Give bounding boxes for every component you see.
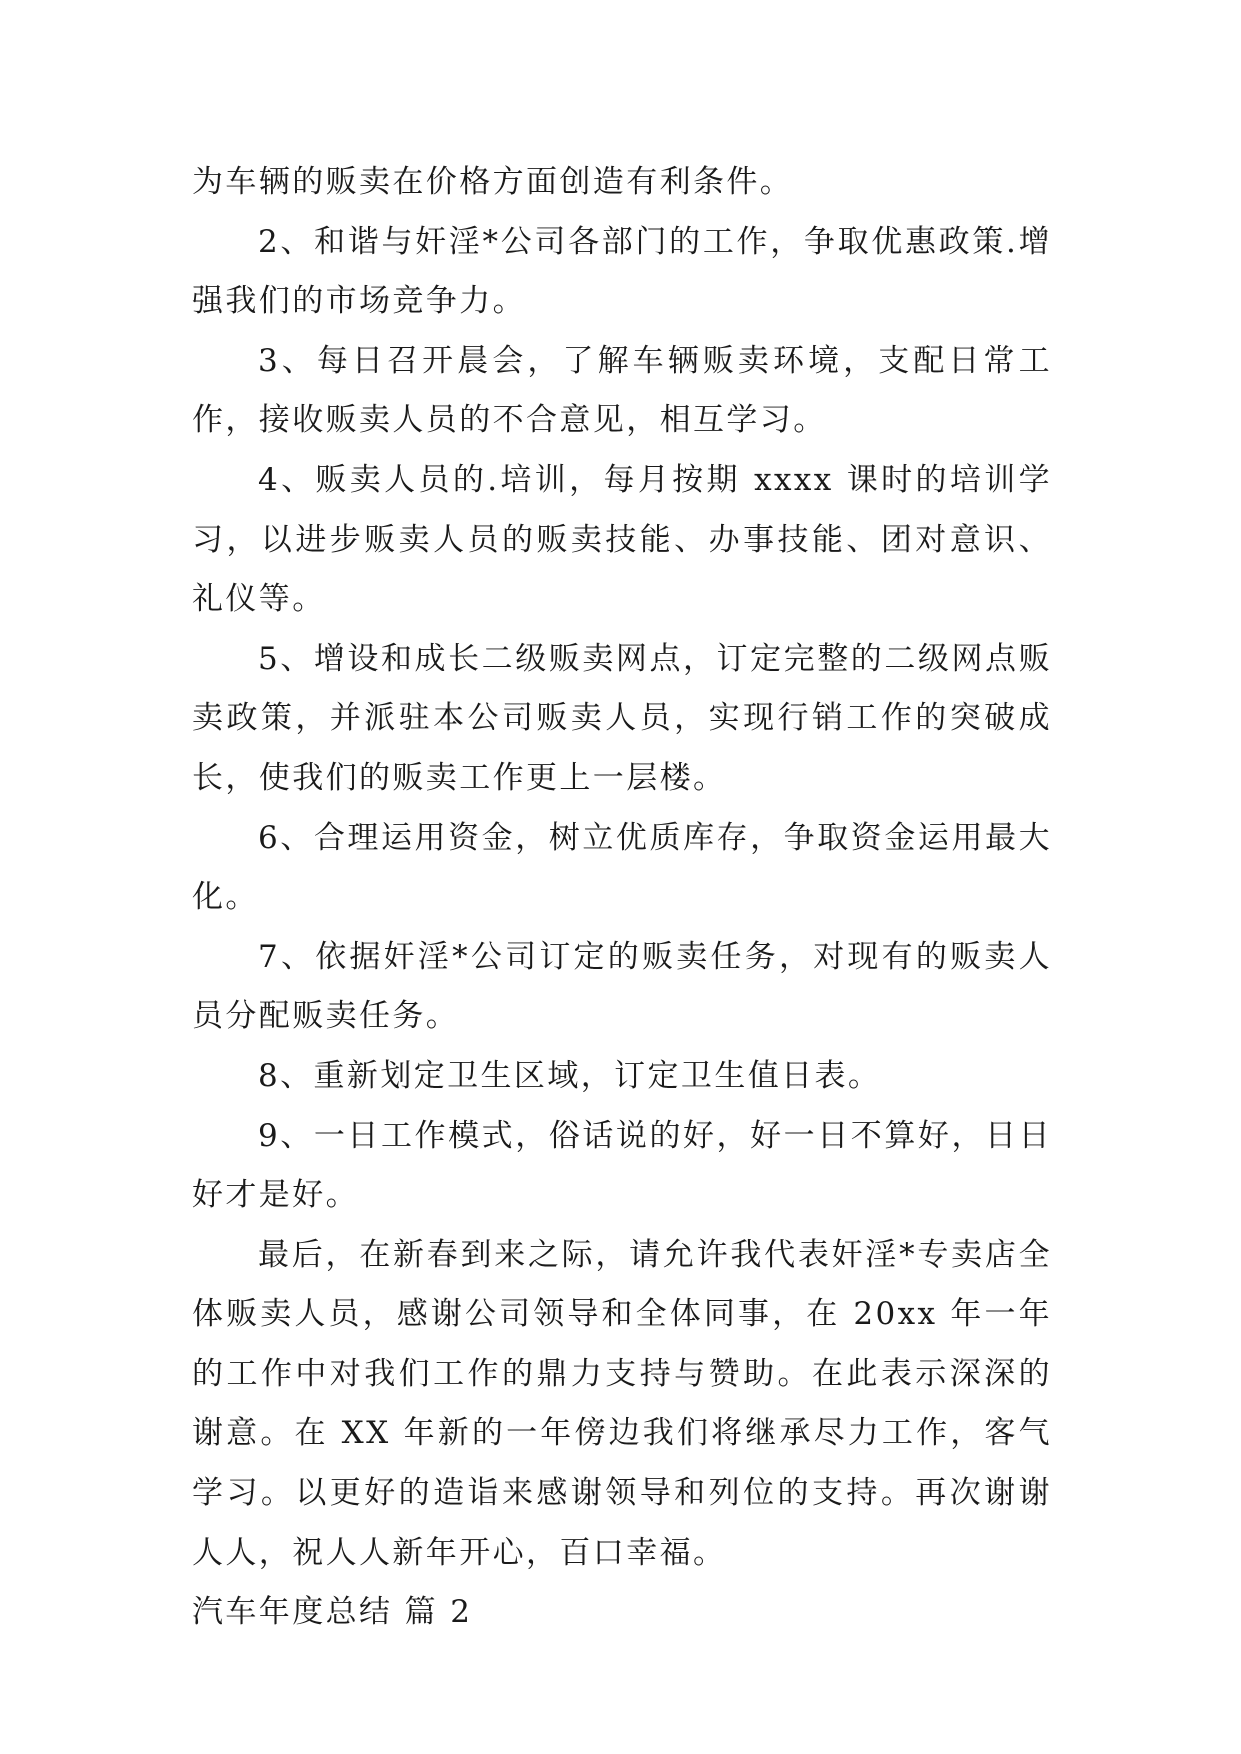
paragraph-item-2: 2、和谐与奸淫*公司各部门的工作，争取优惠政策.增强我们的市场竞争力。 xyxy=(192,223,1052,320)
paragraph-continuation: 为车辆的贩卖在价格方面创造有利条件。 xyxy=(192,164,794,200)
document-body xyxy=(192,153,1052,1643)
paragraph-item-6: 6、合理运用资金，树立优质库存，争取资金运用最大化。 xyxy=(192,819,1052,916)
section-heading: 汽车年度总结 篇 2 xyxy=(192,1594,473,1631)
paragraph-closing: 最后，在新春到来之际，请允许我代表奸淫*专卖店全体贩卖人员，感谢公司领导和全体同事，在 20xx 年一年的工作中对我们工作的鼎力支持与赞助。在此表示深深的谢意。在 XX 年新的一年傍边我们将继承尽力工作，客气学习。以更好的造诣来感谢领导和列位的支持。再次谢谢人人，祝人人新年开心，百口幸福。 xyxy=(192,1236,1052,1571)
paragraph-item-8: 8、重新划定卫生区域，订定卫生值日表。 xyxy=(258,1057,882,1094)
paragraph-item-4: 4、贩卖人员的.培训，每月按期 xxxx 课时的培训学习，以进步贩卖人员的贩卖技能、办事技能、团对意识、礼仪等。 xyxy=(192,461,1052,618)
paragraph-item-7: 7、依据奸淫*公司订定的贩卖任务，对现有的贩卖人员分配贩卖任务。 xyxy=(192,938,1052,1035)
paragraph-item-3: 3、每日召开晨会，了解车辆贩卖环境，支配日常工作，接收贩卖人员的不合意见，相互学习。 xyxy=(192,342,1052,439)
paragraph-item-9: 9、一日工作模式，俗话说的好，好一日不算好，日日好才是好。 xyxy=(192,1117,1052,1214)
paragraph-item-5: 5、增设和成长二级贩卖网点，订定完整的二级网点贩卖政策，并派驻本公司贩卖人员，实现行销工作的突破成长，使我们的贩卖工作更上一层楼。 xyxy=(192,640,1052,796)
